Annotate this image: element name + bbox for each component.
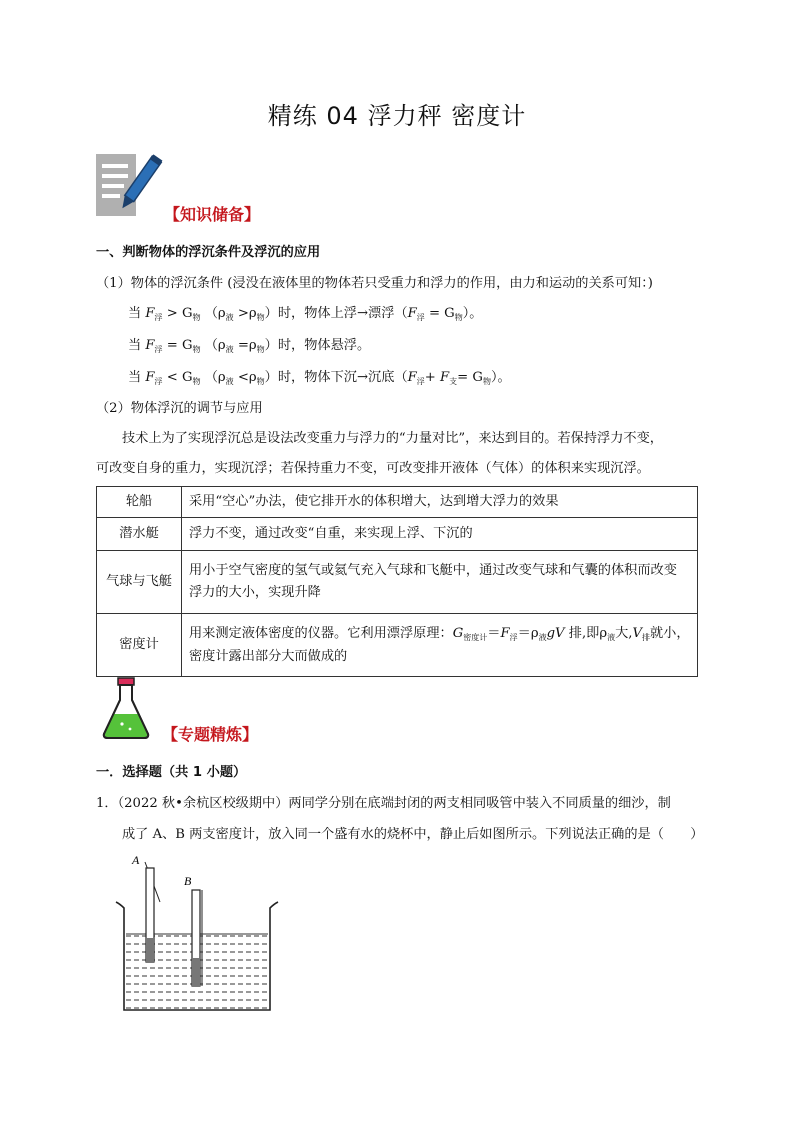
table-row [97, 487, 698, 518]
label-a: A [132, 853, 140, 867]
flask-icon [100, 676, 152, 740]
table-value: 浮力不变，通过改变“自重，来实现上浮、下沉的 [182, 518, 698, 551]
question-1-line-2: 成了 A、B 两支密度计，放入同一个盛有水的烧杯中，静止后如图所示。下列说法正确的是（ ） [122, 827, 704, 842]
table-row [97, 551, 698, 614]
paragraph-tech-1: 技术上为了实现浮沉总是设法改变重力与浮力的“力量对比”，来达到目的。若保持浮力不变， [122, 431, 663, 446]
section-label-practice: 【专题精炼】 [162, 725, 259, 744]
paragraph-tech-2: 可改变自身的重力，实现沉浮；若保持重力不变，可改变排开液体（气体）的体积来实现沉浮。 [96, 461, 650, 476]
notes-pen-icon [94, 150, 166, 220]
beaker-diagram [110, 852, 280, 1022]
condition-suspend: 当 $F_浮 = G_物$ $(\rho_液 =\rho_物)$时，物体悬浮。 [128, 338, 371, 354]
table-row [97, 518, 698, 551]
table-key: 气球与飞艇 [97, 551, 182, 614]
table-key: 轮船 [97, 487, 182, 518]
table-value: 用来测定液体密度的仪器。它利用漂浮原理：$G_{密度计}=F_浮=\rho_液gV$ 排,即$\rho_液$大$,V_排$就小，密度计露出部分大而做成的 [182, 614, 698, 677]
paragraph-float-conditions: （1）物体的浮沉条件 (浸没在液体里的物体若只受重力和浮力的作用，由力和运动的关系可知：) [96, 276, 653, 291]
density-meter-b [192, 890, 202, 986]
page-title: 精练 04 浮力秤 密度计 [267, 102, 527, 130]
applications-table [96, 486, 698, 677]
question-1-line-1: 1．（2022 秋•余杭区校级期中）两同学分别在底端封闭的两支相同吸管中装入不同质量的细沙，制 [96, 796, 671, 811]
section-label-knowledge: 【知识储备】 [164, 205, 261, 224]
label-b: B [184, 874, 192, 888]
heading-choice-questions: 一．选择题（共 1 小题） [96, 765, 247, 780]
condition-rise: 当 $F_浮 > G_物$ $(\rho_液 >\rho_物)$时，物体上浮→漂浮$(F_浮 = G_物)$。 [128, 306, 483, 322]
condition-sink: 当 $F_浮 < G_物$ $(\rho_液 <\rho_物)$时，物体下沉→沉底$(F_浮+ F_支= G_物)$。 [128, 370, 511, 386]
paragraph-regulation: （2）物体浮沉的调节与应用 [96, 401, 263, 416]
table-key: 潜水艇 [97, 518, 182, 551]
table-key: 密度计 [97, 614, 182, 677]
table-value: 用小于空气密度的氢气或氦气充入气球和飞艇中，通过改变气球和气囊的体积而改变浮力的大小，实现升降 [182, 551, 698, 614]
table-value: 采用“空心”办法，使它排开水的体积增大，达到增大浮力的效果 [182, 487, 698, 518]
heading-float-sink: 一、判断物体的浮沉条件及浮沉的应用 [96, 245, 321, 260]
table-row [97, 614, 698, 677]
